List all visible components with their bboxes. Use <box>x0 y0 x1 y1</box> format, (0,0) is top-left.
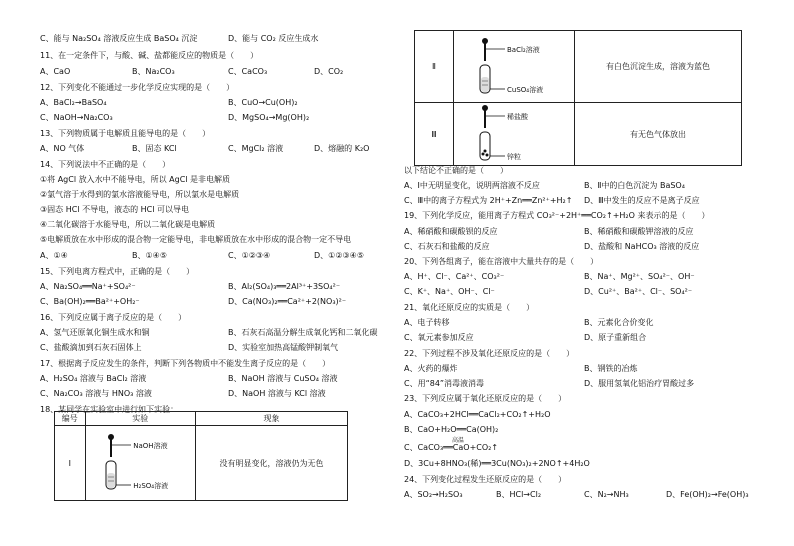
q11-text: B、Na₂CO₃ <box>132 67 175 76</box>
test-tube-apparatus <box>469 104 559 164</box>
q16-text: D、实验室加热高锰酸钾制氧气 <box>228 343 339 352</box>
header-result: 现象 <box>196 412 348 426</box>
q13-text: B、固态 KCl <box>132 144 177 153</box>
q23-text: C、CaCO₃══CaO+CO₂↑ <box>404 443 499 452</box>
q20-text: D、Cu²⁺、Ba²⁺、Cl⁻、SO₄²⁻ <box>584 287 693 296</box>
test-tube-apparatus <box>469 37 559 97</box>
q24-text: A、SO₂→H₂SO₃ <box>404 490 463 499</box>
q21-text: D、原子重新组合 <box>584 333 647 342</box>
q21-text: A、电子转移 <box>404 318 450 327</box>
q12-text: D、MgSO₄→Mg(OH)₂ <box>228 113 310 122</box>
reaction-condition-label: 高温 <box>452 437 465 444</box>
q10-text: D、能与 CO₂ 反应生成水 <box>228 34 319 43</box>
drop-reagent-label: BaCl₂溶液 <box>507 45 540 54</box>
q20-text: B、Na⁺、Mg²⁺、SO₄²⁻、OH⁻ <box>584 272 695 281</box>
experiment-cell <box>85 426 196 501</box>
q22-text: B、钢铁的冶炼 <box>584 364 638 373</box>
experiment-table-part2 <box>414 30 742 166</box>
experiment-cell <box>454 31 575 103</box>
q17-text: B、NaOH 溶液与 CuSO₄ 溶液 <box>228 374 338 383</box>
q20-text: C、K⁺、Na⁺、OH⁻、Cl⁻ <box>404 287 495 296</box>
q22-text: 22、下列过程不涉及氧化还原反应的是（ ） <box>404 349 575 358</box>
q15-text: C、Ba(OH)₂══Ba²⁺+OH₂⁻ <box>40 297 140 306</box>
q13-text: D、熔融的 K₂O <box>314 144 370 153</box>
q15-text: A、Na₂SO₄══Na⁺+SO₄²⁻ <box>40 282 136 291</box>
q13-text: C、MgCl₂ 溶液 <box>228 144 284 153</box>
q18-text: C、Ⅲ中的离子方程式为 2H⁺+Zn══Zn²⁺+H₂↑ <box>404 196 573 205</box>
q19-text: C、石灰石和盐酸的反应 <box>404 242 490 251</box>
q14-text: ②氯气溶于水得到的氯水溶液能导电，所以氯水是电解质 <box>40 190 240 199</box>
test-tube-apparatus <box>95 433 185 493</box>
q14-text: D、①②③④⑤ <box>314 251 365 260</box>
q14-text: ①将 AgCl 放入水中不能导电，所以 AgCl 是非电解质 <box>40 175 231 184</box>
q22-text: D、服用氢氧化铝治疗胃酸过多 <box>584 379 695 388</box>
q19-text: D、盐酸和 NaHCO₃ 溶液的反应 <box>584 242 700 251</box>
q24-text: C、N₂→NH₃ <box>584 490 629 499</box>
q11-text: A、CaO <box>40 67 71 76</box>
q23-text: A、CaCO₃+2HCl══CaCl₂+CO₂↑+H₂O <box>404 410 551 419</box>
q17-text: A、H₂SO₄ 溶液与 BaCl₂ 溶液 <box>40 374 147 383</box>
q11-text: D、CO₂ <box>314 67 344 76</box>
experiment-table-part1 <box>54 411 348 501</box>
q19-text: A、稀硝酸和碳酸钡的反应 <box>404 227 498 236</box>
result-cell: 没有明显变化，溶液仍为无色 <box>196 426 348 501</box>
q20-text: 20、下列各组离子，能在溶液中大量共存的是（ ） <box>404 257 599 266</box>
q14-text: ⑤电解质放在水中形成的混合物一定能导电，非电解质放在水中形成的混合物一定不导电 <box>40 235 352 244</box>
q16-text: C、盐酸滴加到石灰石固体上 <box>40 343 142 352</box>
q22-text: C、用“84”消毒液消毒 <box>404 379 485 388</box>
q12-text: 12、下列变化不能通过一步化学反应实现的是（ ） <box>40 83 235 92</box>
q19-text: B、稀硝酸和碳酸钾溶液的反应 <box>584 227 694 236</box>
q21-text: B、元素化合价变化 <box>584 318 654 327</box>
q14-text: B、①④⑤ <box>132 251 168 260</box>
q16-text: 16、下列反应属于离子反应的是（ ） <box>40 313 187 322</box>
q18-text: A、Ⅰ中无明显变化，说明两溶液不反应 <box>404 181 540 190</box>
tube-reagent-label: 锌粒 <box>507 153 521 161</box>
q15-text: 15、下列电离方程式中，正确的是（ ） <box>40 267 195 276</box>
q17-text: C、Na₂CO₃ 溶液与 HNO₃ 溶液 <box>40 389 152 398</box>
q22-text: A、火药的爆炸 <box>404 364 458 373</box>
q24-text: B、HCl→Cl₂ <box>496 490 542 499</box>
q13-text: 13、下列物质属于电解质且能导电的是（ ） <box>40 129 211 138</box>
q14-text: A、①④ <box>40 251 68 260</box>
q12-text: A、BaCl₂→BaSO₄ <box>40 98 107 107</box>
q14-text: C、①②③④ <box>228 251 271 260</box>
q14-text: ④二氧化碳溶于水能导电，所以二氧化碳是电解质 <box>40 220 216 229</box>
result-cell: 有无色气体放出 <box>575 103 742 166</box>
q11-text: C、CaCO₃ <box>228 67 268 76</box>
q16-text: A、氢气还原氧化铜生成水和铜 <box>40 328 150 337</box>
q14-text: ③固态 HCl 不导电，液态的 HCl 可以导电 <box>40 205 189 214</box>
q10-text: C、能与 Na₂SO₄ 溶液反应生成 BaSO₄ 沉淀 <box>40 34 198 43</box>
q24-text: D、Fe(OH)₂→Fe(OH)₃ <box>666 490 749 499</box>
q23-text: D、3Cu+8HNO₃(稀)══3Cu(NO₃)₂+2NO↑+4H₂O <box>404 459 590 468</box>
q20-text: A、H⁺、Cl⁻、Ca²⁺、CO₃²⁻ <box>404 272 505 281</box>
header-number: 编号 <box>55 412 86 426</box>
q15-text: B、Al₂(SO₄)₃══2Al³⁺+3SO₄²⁻ <box>228 282 341 291</box>
q18-text: 以下结论不正确的是（ ） <box>404 166 508 175</box>
q21-text: C、氧元素参加反应 <box>404 333 474 342</box>
row-number: Ⅱ <box>415 31 454 103</box>
q18-text: B、Ⅱ中的白色沉淀为 BaSO₄ <box>584 181 685 190</box>
q12-text: C、NaOH→Na₂CO₃ <box>40 113 113 122</box>
q15-text: D、Ca(NO₃)₂══Ca²⁺+2(NO₃)²⁻ <box>228 297 347 306</box>
q12-text: B、CuO→Cu(OH)₂ <box>228 98 298 107</box>
drop-reagent-label: NaOH溶液 <box>133 442 168 450</box>
q21-text: 21、氧化还原反应的实质是（ ） <box>404 303 535 312</box>
q18-text: D、Ⅲ中发生的反应不是离子反应 <box>584 196 700 205</box>
q17-text: 17、根据离子反应发生的条件，判断下列各物质中不能发生离子反应的是（ ） <box>40 359 331 368</box>
row-number: Ⅲ <box>415 103 454 166</box>
tube-reagent-label: H₂SO₄溶液 <box>133 482 169 490</box>
q17-text: D、NaOH 溶液与 KCl 溶液 <box>228 389 326 398</box>
q19-text: 19、下列化学反应，能用离子方程式 CO₃²⁻+2H⁺══CO₂↑+H₂O 来表示的是（ ） <box>404 211 710 220</box>
q11-text: 11、在一定条件下，与酸、碱、盐都能反应的物质是（ ） <box>40 51 259 60</box>
experiment-cell <box>454 103 575 166</box>
drop-reagent-label: 稀盐酸 <box>507 113 528 121</box>
q14-text: 14、下列说法中不正确的是（ ） <box>40 160 171 169</box>
result-cell: 有白色沉淀生成，溶液为蓝色 <box>575 31 742 103</box>
q18-text: 18、某同学在实验室中进行如下实验： <box>40 405 179 414</box>
row-number: Ⅰ <box>55 426 86 501</box>
header-experiment: 实验 <box>85 412 196 426</box>
q13-text: A、NO 气体 <box>40 144 85 153</box>
q23-text: B、CaO+H₂O══Ca(OH)₂ <box>404 425 499 434</box>
q16-text: B、石灰石高温分解生成氧化钙和二氧化碳 <box>228 328 378 337</box>
q23-text: 23、下列反应属于氧化还原反应的是（ ） <box>404 394 567 403</box>
q24-text: 24、下列变化过程发生还原反应的是（ ） <box>404 475 567 484</box>
tube-reagent-label: CuSO₄溶液 <box>507 85 544 94</box>
